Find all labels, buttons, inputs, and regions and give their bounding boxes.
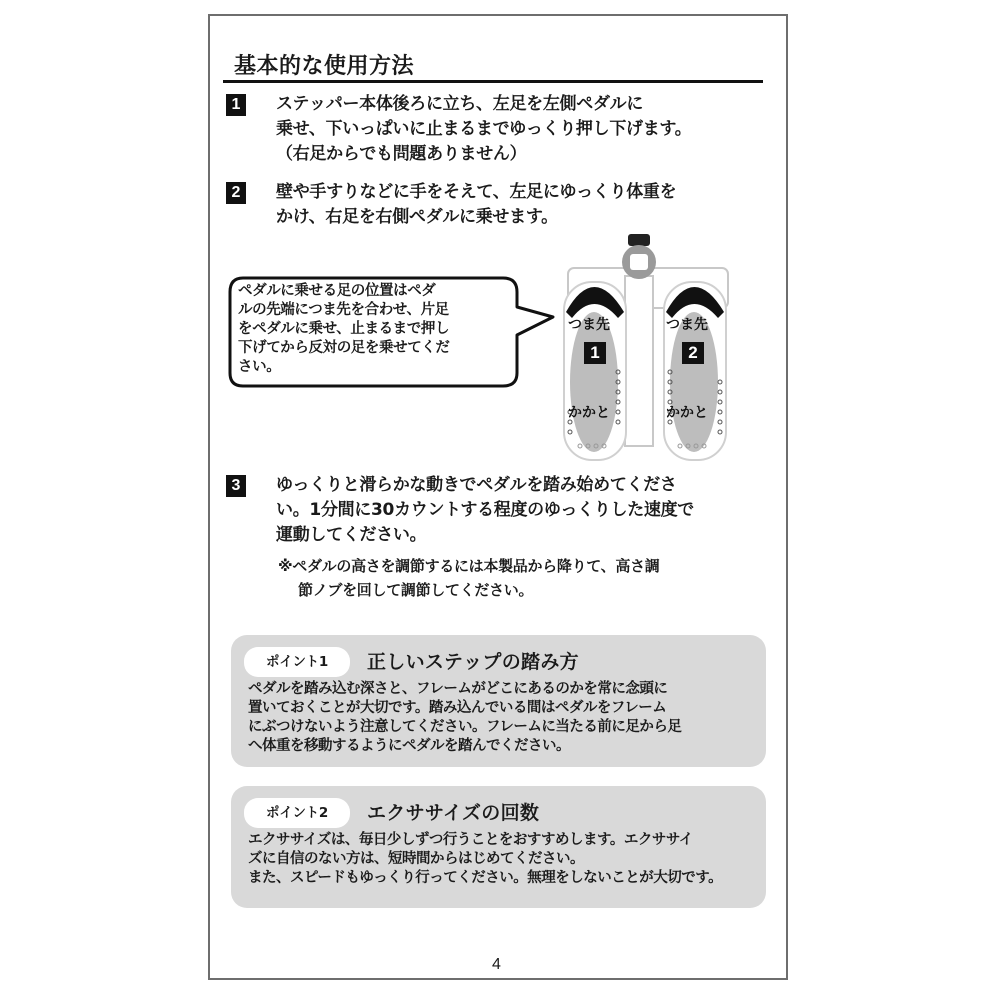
callout-line: ペダルに乗せる足の位置はペダ (238, 283, 436, 299)
step-number-badge: 2 (226, 182, 246, 204)
point-body (248, 680, 681, 756)
height-adjust-note (278, 554, 660, 602)
step-text-line: ステッパー本体後ろに立ち、左足を左側ペダルに (276, 94, 644, 114)
point-line: ズに自信のない方は、短時間からはじめてください。 (248, 851, 584, 867)
point-line: 置いておくことが大切です。踏み込んでいる間はペダルをフレーム (248, 700, 667, 716)
step-text-line: 壁や手すりなどに手をそえて、左足にゆっくり体重を (276, 182, 677, 202)
point-tag: ポイント2 (244, 798, 350, 828)
step-text-line: かけ、右足を右側ペダルに乗せます。 (276, 207, 558, 227)
left-pedal-number: 1 (584, 342, 606, 364)
stepper-illustration (558, 232, 738, 462)
page-title: 基本的な使用方法 (234, 54, 415, 79)
point-line: にぶつけないよう注意してください。フレームに当たる前に足から足 (248, 719, 682, 735)
point-title: エクササイズの回数 (367, 802, 540, 824)
right-pedal-number: 2 (682, 342, 704, 364)
step-text-line: 運動してください。 (276, 525, 427, 545)
callout-line: さい。 (238, 359, 281, 375)
step-number-badge: 3 (226, 475, 246, 497)
point-line: ペダルを踏み込む深さと、フレームがどこにあるのかを常に念頭に (248, 681, 668, 697)
callout-line: 下げてから反対の足を乗せてくだ (238, 340, 450, 356)
note-line: 節ノブを回して調節してください。 (298, 581, 534, 599)
point-2-box (231, 786, 766, 908)
step-text-line: 乗せ、下いっぱいに止まるまでゆっくり押し下げます。 (276, 119, 692, 139)
callout-text (238, 282, 506, 377)
step-text-line: い。1分間に30カウントする程度のゆっくりした速度で (276, 500, 695, 520)
right-pedal-heel-label: かかと (666, 405, 708, 421)
right-pedal-toe-label: つま先 (666, 317, 708, 333)
point-line: エクササイズは、毎日少しずつ行うことをおすすめします。エクササイ (248, 832, 693, 848)
left-pedal-toe-label: つま先 (568, 317, 610, 333)
manual-page (208, 14, 788, 980)
page-number: 4 (492, 956, 501, 973)
point-line: また、スピードもゆっくり行ってください。無理をしないことが大切です。 (248, 870, 723, 886)
point-title: 正しいステップの踏み方 (367, 651, 579, 673)
instruction-callout (227, 275, 519, 387)
step-number-badge: 1 (226, 94, 246, 116)
step-text-line: （右足からでも問題ありません） (276, 144, 527, 164)
left-pedal-heel-label: かかと (568, 405, 610, 421)
point-line: へ体重を移動するようにペダルを踏んでください。 (248, 738, 570, 754)
note-line: ※ペダルの高さを調節するには本製品から降りて、高さ調 (278, 557, 660, 575)
step-text-line: ゆっくりと滑らかな動きでペダルを踏み始めてくださ (276, 475, 677, 495)
title-underline (223, 80, 763, 83)
point-tag: ポイント1 (244, 647, 350, 677)
point-1-box (231, 635, 766, 767)
point-body (248, 831, 722, 888)
callout-line: ルの先端につま先を合わせ、片足 (238, 302, 449, 318)
callout-line: をペダルに乗せ、止まるまで押し (238, 321, 450, 337)
